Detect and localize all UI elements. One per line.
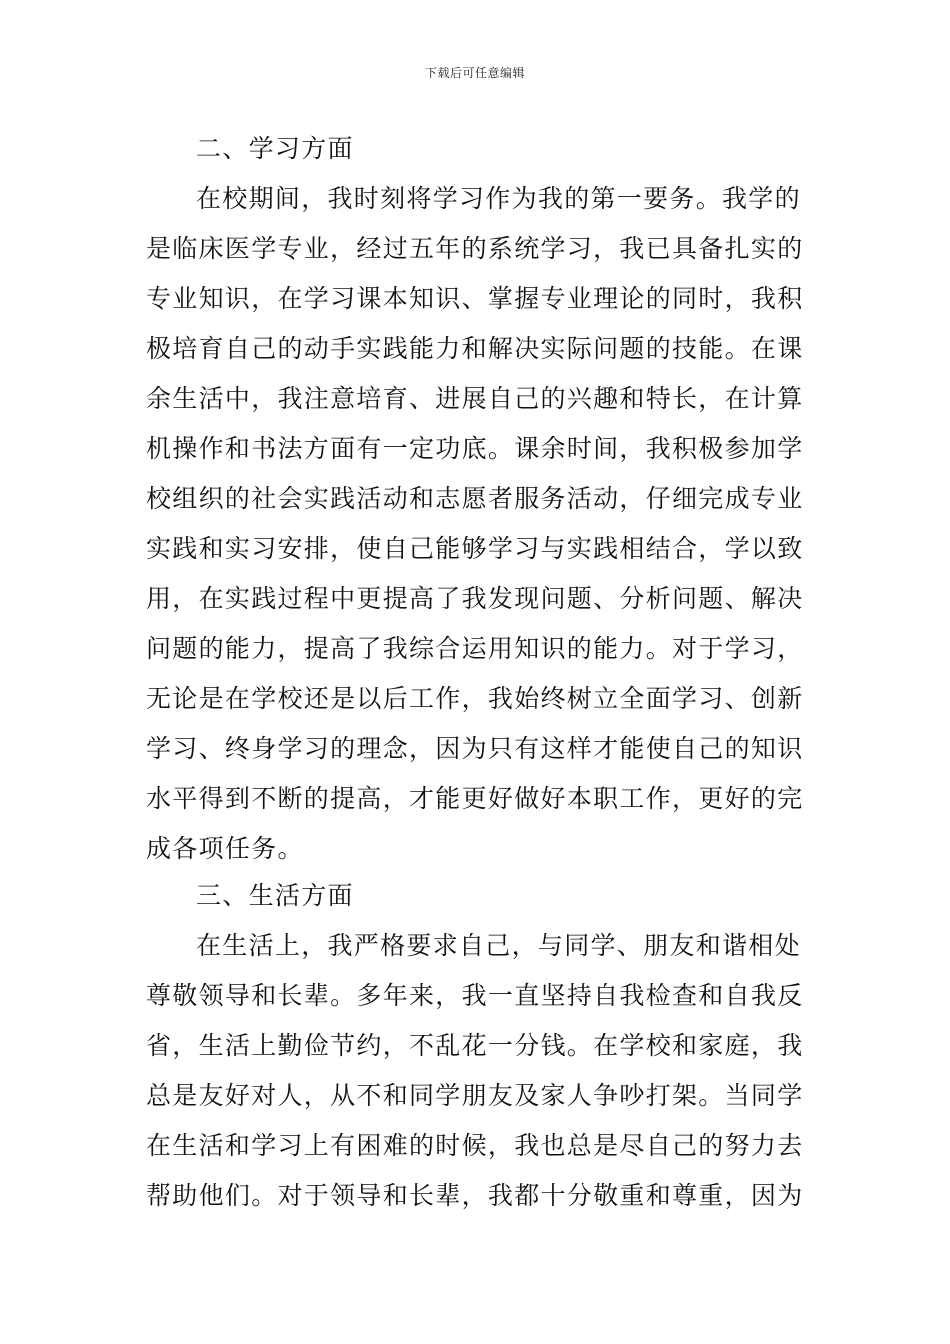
paragraph-line: 机操作和书法方面有一定功底。课余时间，我积极参加学 <box>146 434 804 463</box>
paragraph-line: 尊敬领导和长辈。多年来，我一直坚持自我检查和自我反 <box>146 981 804 1010</box>
page-header: 下载后可任意编辑 <box>424 66 525 80</box>
paragraph-line: 余生活中，我注意培育、进展自己的兴趣和特长，在计算 <box>146 384 804 413</box>
paragraph-line: 无论是在学校还是以后工作，我始终树立全面学习、创新 <box>146 684 804 713</box>
paragraph-line: 极培育自己的动手实践能力和解决实际问题的技能。在课 <box>146 334 804 363</box>
paragraph-line: 成各项任务。 <box>146 834 304 863</box>
paragraph-line: 在生活上，我严格要求自己，与同学、朋友和谐相处 <box>196 931 801 960</box>
paragraph-line: 专业知识，在学习课本知识、掌握专业理论的同时，我积 <box>146 284 804 313</box>
paragraph-line: 水平得到不断的提高，才能更好做好本职工作，更好的完 <box>146 784 804 813</box>
paragraph-line: 校组织的社会实践活动和志愿者服务活动，仔细完成专业 <box>146 484 804 513</box>
paragraph-line: 总是友好对人，从不和同学朋友及家人争吵打架。当同学 <box>146 1081 804 1110</box>
section-heading-life: 三、生活方面 <box>196 881 354 910</box>
paragraph-line: 在校期间，我时刻将学习作为我的第一要务。我学的 <box>196 184 801 213</box>
paragraph-line: 帮助他们。对于领导和长辈，我都十分敬重和尊重，因为 <box>146 1181 804 1210</box>
paragraph-line: 是临床医学专业，经过五年的系统学习，我已具备扎实的 <box>146 234 804 263</box>
paragraph-line: 用，在实践过程中更提高了我发现问题、分析问题、解决 <box>146 584 804 613</box>
paragraph-line: 实践和实习安排，使自己能够学习与实践相结合，学以致 <box>146 534 804 563</box>
paragraph-line: 在生活和学习上有困难的时候，我也总是尽自己的努力去 <box>146 1131 804 1160</box>
paragraph-line: 学习、终身学习的理念，因为只有这样才能使自己的知识 <box>146 734 804 763</box>
section-heading-study: 二、学习方面 <box>196 134 354 163</box>
paragraph-line: 问题的能力，提高了我综合运用知识的能力。对于学习， <box>146 634 804 663</box>
paragraph-line: 省，生活上勤俭节约，不乱花一分钱。在学校和家庭，我 <box>146 1031 804 1060</box>
